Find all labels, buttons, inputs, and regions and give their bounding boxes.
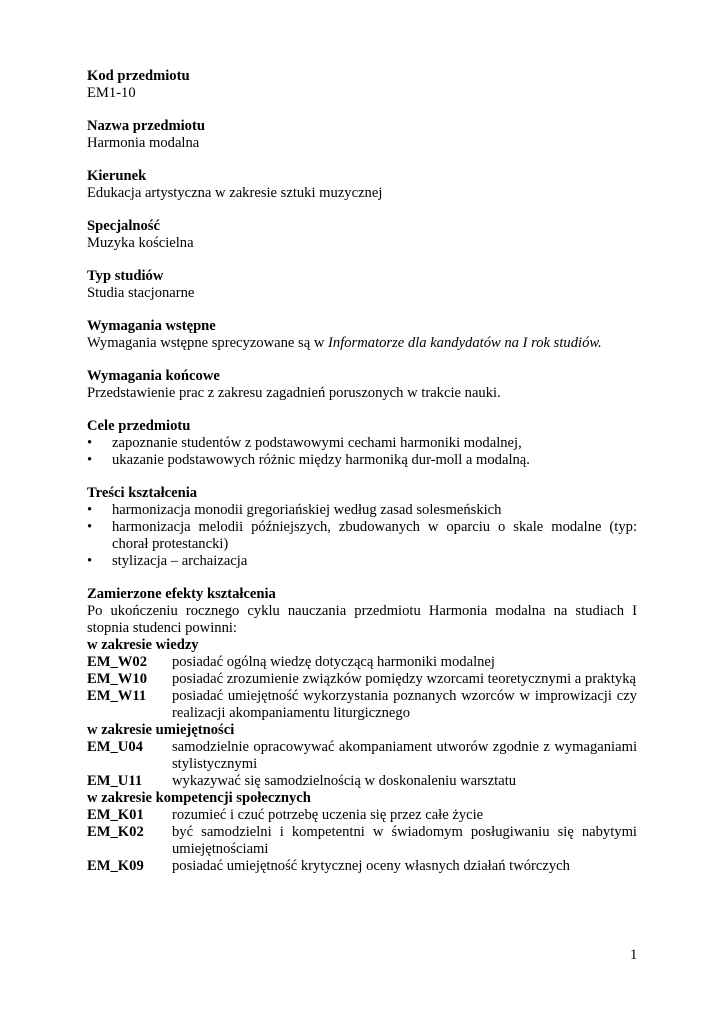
outcome-code: EM_K09 [87,858,144,874]
section-heading: Specjalność [87,218,160,234]
section-final-requirements [87,368,637,402]
section-learning-outcomes [87,586,637,875]
section-heading: Typ studiów [87,268,164,284]
section-heading: Treści kształcenia [87,485,198,501]
outcome-row [87,654,637,671]
list-item: • ukazanie podstawowych różnic między harmoniką dur-moll a modalną. [87,452,530,468]
section-value: Przedstawienie prac z zakresu zagadnień poruszonych w trakcie nauki. [87,385,501,401]
outcome-row [87,671,637,688]
section-heading: Kierunek [87,168,147,184]
bullet-icon: • [87,452,93,468]
section-entry-requirements [87,318,637,352]
list-item: • harmonizacja melodii późniejszych, zbudowanych w oparciu o skale modalne (typ: chorał protestancki) [87,519,637,552]
section-value: EM1-10 [87,85,136,101]
section-value: Muzyka kościelna [87,235,194,251]
outcome-code: EM_U11 [87,773,143,789]
outcome-code: EM_U04 [87,739,143,755]
requirements-italic-reference: Informatorze dla kandydatów na I rok studiów. [328,335,602,351]
outcomes-group-title: w zakresie umiejętności [87,722,235,738]
list-item: • zapoznanie studentów z podstawowymi cechami harmoniki modalnej, [87,435,522,451]
section-value: Studia stacjonarne [87,285,195,301]
section-value: Harmonia modalna [87,135,200,151]
section-value [87,335,637,352]
outcome-row [87,858,637,875]
section-course-code [87,68,637,102]
list-item: • stylizacja – archaizacja [87,553,248,569]
outcome-code: EM_W02 [87,654,147,670]
page-number: 1 [630,947,638,963]
outcome-text: posiadać zrozumienie związków pomiędzy wzorcami teoretycznymi a praktyką [172,671,636,687]
section-course-goals [87,418,637,469]
requirements-text: Wymagania wstępne sprecyzowane są w [87,335,329,351]
bullet-icon: • [87,553,93,569]
outcome-text: być samodzielni i kompetentni w świadomym posługiwaniu się nabytymi umiejętnościami [172,824,637,857]
outcomes-group-title: w zakresie kompetencji społecznych [87,790,311,806]
outcome-text: posiadać umiejętność krytycznej oceny własnych działań twórczych [172,858,570,874]
section-course-content [87,485,637,570]
goals-list [87,435,637,469]
outcome-row [87,824,637,858]
outcomes-group-title: w zakresie wiedzy [87,637,199,653]
bullet-icon: • [87,435,93,451]
outcome-row [87,773,637,790]
content-list [87,502,637,570]
outcome-text: rozumieć i czuć potrzebę uczenia się przez całe życie [172,807,484,823]
section-heading: Zamierzone efekty kształcenia [87,586,276,602]
outcome-text: posiadać ogólną wiedzę dotyczącą harmoniki modalnej [172,654,495,670]
section-value: Edukacja artystyczna w zakresie sztuki muzycznej [87,185,383,201]
outcomes-intro: Po ukończeniu rocznego cyklu nauczania przedmiotu Harmonia modalna na studiach I stopnia studenci powinni: [87,603,637,636]
outcome-text: samodzielnie opracowywać akompaniament utworów zgodnie z wymaganiami stylistycznymi [172,739,637,772]
section-heading: Nazwa przedmiotu [87,118,205,134]
section-heading: Wymagania końcowe [87,368,220,384]
outcome-row [87,688,637,722]
outcome-text: posiadać umiejętność wykorzystania poznanych wzorców w improwizacji czy realizacji akompaniamentu liturgicznego [172,688,637,721]
section-course-name [87,118,637,152]
list-item: • harmonizacja monodii gregoriańskiej według zasad solesmeńskich [87,502,502,518]
section-heading: Wymagania wstępne [87,318,216,334]
bullet-icon: • [87,502,93,518]
section-specialization [87,218,637,252]
bullet-icon: • [87,519,93,535]
section-heading: Cele przedmiotu [87,418,191,434]
section-heading: Kod przedmiotu [87,68,190,84]
outcome-row [87,739,637,773]
outcome-code: EM_W10 [87,671,147,687]
section-field-of-study [87,168,637,202]
outcome-code: EM_K02 [87,824,144,840]
outcome-code: EM_W11 [87,688,147,704]
outcome-row [87,807,637,824]
section-study-type [87,268,637,302]
outcome-text: wykazywać się samodzielnością w doskonaleniu warsztatu [172,773,517,789]
outcome-code: EM_K01 [87,807,144,823]
document-content [87,68,637,891]
